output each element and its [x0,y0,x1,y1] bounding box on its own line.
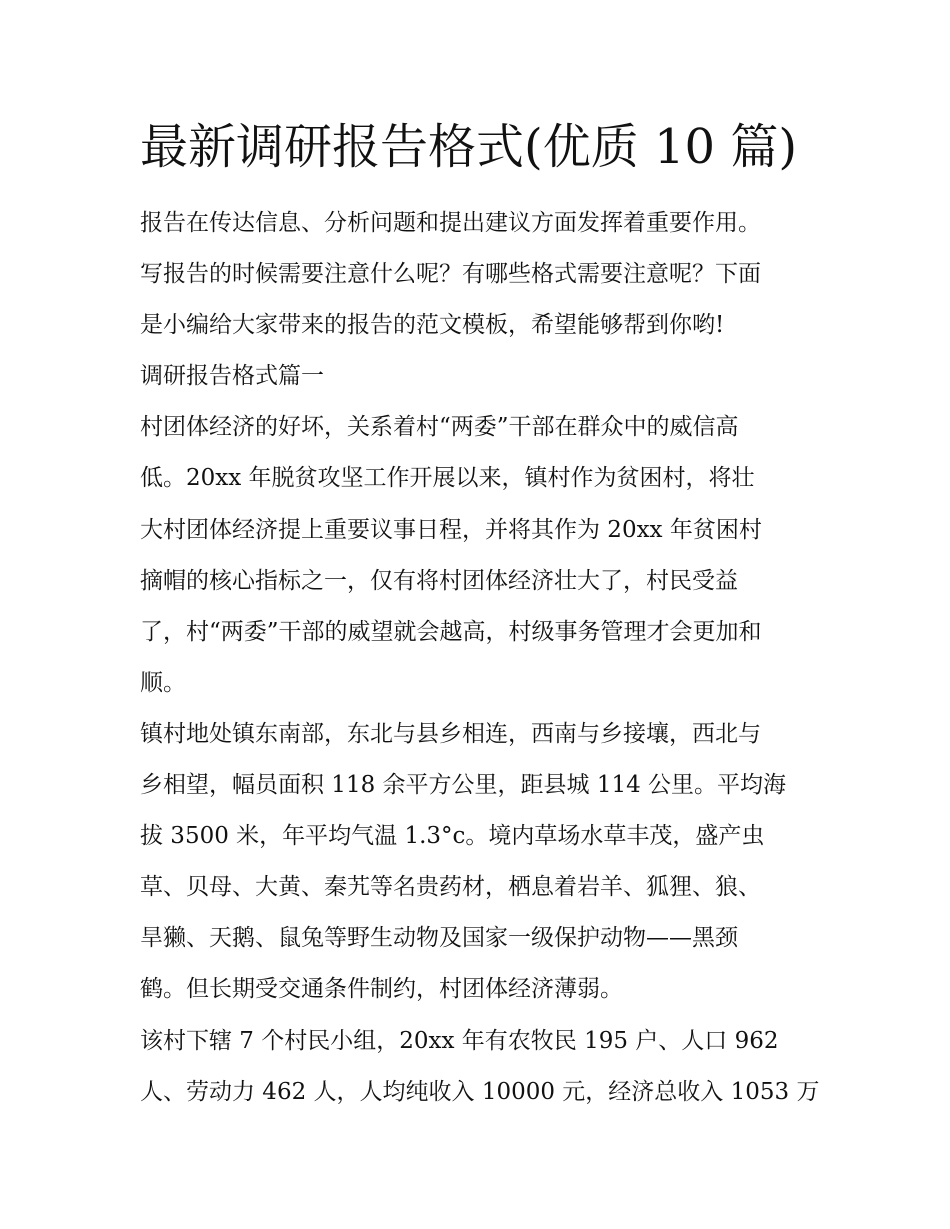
text-line: 乡相望，幅员面积 118 余平方公里，距县城 114 公里。平均海 [140,772,787,799]
text-line: 是小编给大家带来的报告的范文模板，希望能够帮到你哟! [140,312,725,339]
text-line: 镇村地处镇东南部，东北与县乡相连，西南与乡接壤，西北与 [140,720,761,747]
text-line: 草、贝母、大黄、秦艽等名贵药材，栖息着岩羊、狐狸、狼、 [140,874,761,901]
text-line: 村团体经济的好坏，关系着村“两委”干部在群众中的威信高 [140,414,739,441]
text-line: 人、劳动力 462 人，人均纯收入 10000 元，经济总收入 1053 万 [140,1078,820,1105]
text-line: 写报告的时候需要注意什么呢？有哪些格式需要注意呢？下面 [140,261,761,288]
text-line: 鹤。但长期受交通条件制约，村团体经济薄弱。 [140,976,623,1003]
text-line: 低。20xx 年脱贫攻坚工作开展以来，镇村作为贫困村，将壮 [140,465,755,492]
document-title: 最新调研报告格式(优质 10 篇) [140,119,798,175]
document-body [140,198,830,1118]
section-heading: 调研报告格式篇一 [140,363,324,390]
text-line: 大村团体经济提上重要议事日程，并将其作为 20xx 年贫困村 [140,516,762,543]
text-line: 拔 3500 米，年平均气温 1.3°c。境内草场水草丰茂，盛产虫 [140,823,765,850]
text-line: 旱獭、天鹅、鼠兔等野生动物及国家一级保护动物——黑颈 [140,925,738,952]
text-line: 该村下辖 7 个村民小组，20xx 年有农牧民 195 户、人口 962 [140,1027,779,1054]
text-line: 了，村“两委”干部的威望就会越高，村级事务管理才会更加和 [140,618,762,645]
text-line: 摘帽的核心指标之一，仅有将村团体经济壮大了，村民受益 [140,567,738,594]
text-line: 顺。 [140,669,186,696]
text-line: 报告在传达信息、分析问题和提出建议方面发挥着重要作用。 [140,210,761,236]
